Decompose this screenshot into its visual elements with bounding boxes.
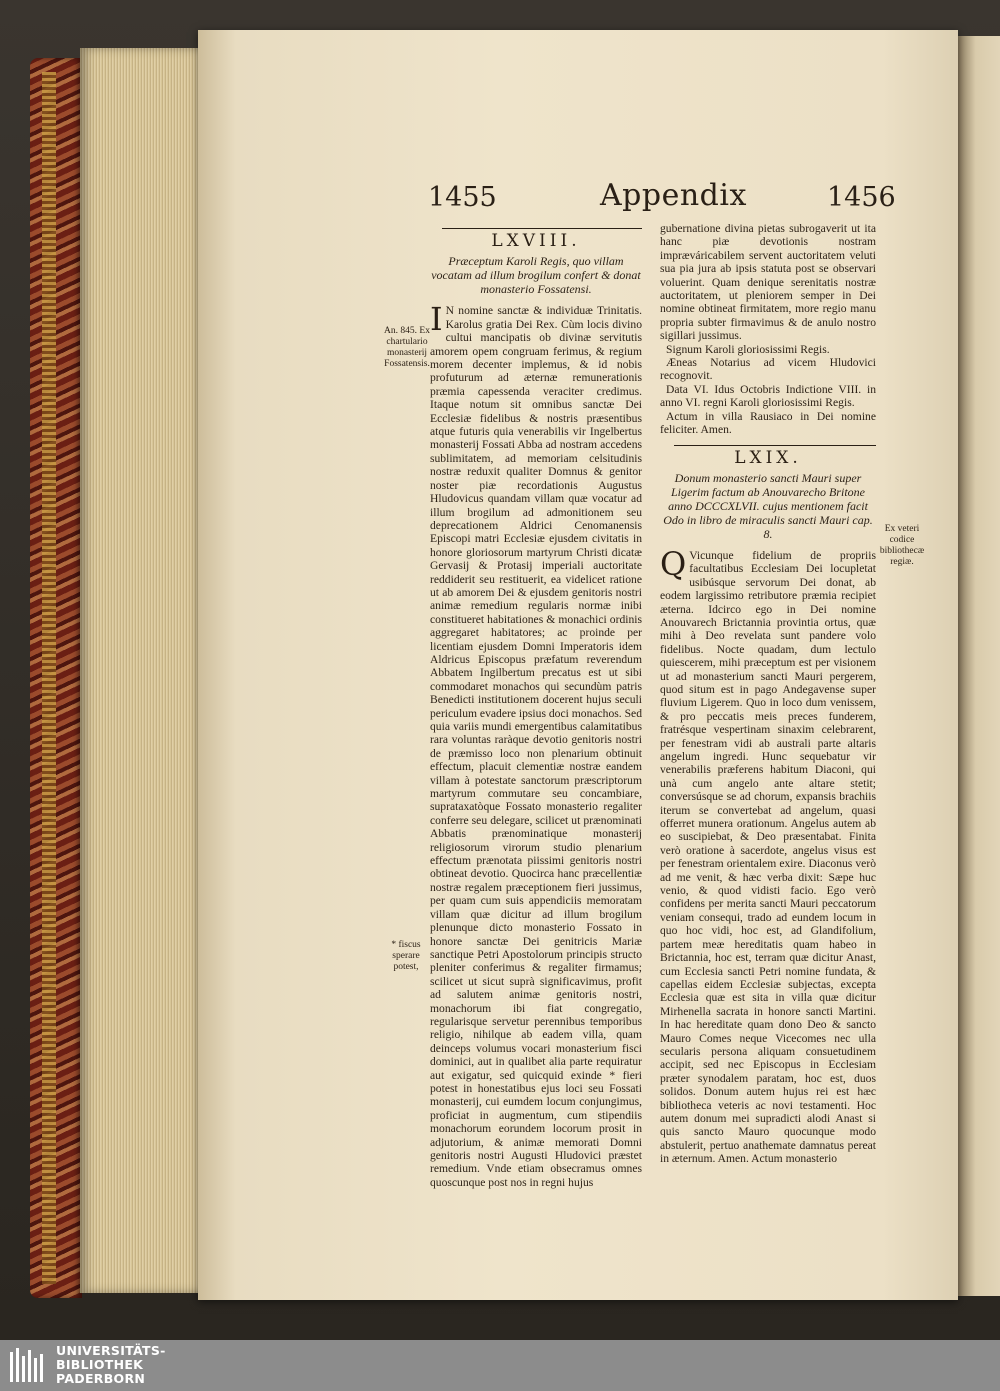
chapter-rule <box>674 445 876 446</box>
drop-cap: Q <box>660 544 687 583</box>
library-name-line3: PADERBORN <box>56 1371 146 1386</box>
chapter-heading: Donum monasterio sancti Mauri super Ligerim factum ab Anouvarecho Britone anno DCCCXLVII. cujus mentionem facit Odo in libro de miraculis sancti Mauri cap. 8. <box>663 470 873 541</box>
actum-line: Actum in villa Rausiaco in Dei nomine feliciter. Amen. <box>660 409 876 437</box>
drop-cap: I <box>430 300 443 339</box>
data-line: Data VI. Idus Octobris Indictione VIII. in anno VI. regni Karoli gloriosissimi Regis. <box>660 382 876 410</box>
chapter-rule <box>442 228 642 229</box>
chapter-body <box>430 300 642 1189</box>
left-column <box>430 228 642 1189</box>
library-name-line2: BIBLIOTHEK <box>56 1357 144 1372</box>
margin-note-date: An. 845. Ex chartulario monasterij Fossatensis. <box>384 326 430 369</box>
margin-note-footnote: * fiscus sperare potest, <box>391 940 421 972</box>
library-logo-icon <box>8 1346 50 1386</box>
continuation-text: gubernatione divina pietas subrogaverit ut ita hanc piæ devotionis nostram impræváricabilem servent auctoritatem veluti sua pia jura ab ipsis statuta post se observari voluerint. Quam denique serenitatis nostræ auctoritatem, ut pleniorem semper in Dei nomine obtineat firmitatem, more regio manu propria subter firmavimus & de anulo nostro sigillari jussimus. <box>660 222 876 343</box>
right-column <box>660 222 876 1166</box>
chapter-body-text: N nomine sanctæ & individuæ Trinitatis. Karolus gratia Dei Rex. Cùm locis divino cultui mancipatis ob divinæ servitutis amorem opem congruam ferimus, & regium morem decenter implemus, & id nobis profuturum ad æternæ remunerationis præmia capessenda veraciter credimus. Itaque notum sit omnibus sanctæ Dei Ecclesiæ fidelibus & nostris præsentibus atque futuris quia venerabilis vir Ingelbertus monasterij Fossati Abba ad nostram accedens sublimitatem, ad memoriam celsitudinis nostræ reduxit qualiter Domnus & genitor noster piæ recordationis Augustus Hludovicus quandam villam quæ vocatur ad illum brogilum ad admonitionem seu deprecationem Aldrici Cenomanensis Episcopi matri Ecclesiæ ejusdem civitatis in honore gloriosorum martyrum Christi dicatæ Gervasij & Protasij imperiali auctoritate reddiderit seu restituerit, ea videlicet ratione ut ab amorem Dei & ejusdem genitoris nostri animæ remedium regularis normæ inibi constitueret habitationes & monachici ordinis aggregaret habitatores; ac proinde per licentiam ejusdem Domni Imperatoris idem Aldricus Episcopus præfatum reverendum Abbatem Ingilbertum precatus est ut sibi commodaret monachos qui secundùm patris Benedicti institutionem docerent hujus seculi periculum evadere ipsius doci monachos. Sed quia variis mundi emergentibus calamitatibus rara voluntas raràque devotio genitoris nostri de præmisso loco non plenarium obtinuit effectum, placuit clementiæ nostræ eandem villam à potestate sanctorum præscriptorum martyrum commutare seu concambiare, suprataxatòque Fossato monasterio regaliter conferre seu delegare, scilicet ut prænominati Abbatis prænominatique monasterij religiosorum virorum studio plenarium effectum prænotata piissimi genitoris nostri obtineat devotio. Quocirca hanc præcellentiæ nostræ regalem præceptionem fieri jussimus, per quam cum suis appendiciis memoratam villam quæ dicitur ad illum brogilum plenunque dicto monasterio Fossato in honore sanctæ Dei genitricis Mariæ sanctique Petri Apostolorum principis structo pleniter conferimus & regaliter firmamus; scilicet ut sicut suprà significavimus, profit ad salutem animæ genitoris nostri, monachorum ibi fiat congregatio, regularisque servetur perennibus temporibus religio, nihilque ab eadem villa, quam deinceps volumus vocari monasterium fisci dominici, aut in qualibet alia parte requiratur aut exigatur, sed quicquid exinde * fieri potest in honestatibus ejus loci seu Fossati monasterij, cui eumdem locum conjungimus, proficiat in augmentum, cum stipendiis monachorum eorundem locorum prosit in adjutorium, & animæ memorati Domni genitoris nostri Augusti Hludovici præstet remedium. Vnde etiam obsecramus omnes quoscunque post nos in regni hujus <box>430 304 642 1189</box>
library-footer <box>0 1340 1000 1391</box>
book-cover-marbled <box>30 58 82 1298</box>
notary-line: Æneas Notarius ad vicem Hludovici recognovit. <box>660 356 876 383</box>
library-name-line1: UNIVERSITÄTS- <box>56 1343 166 1358</box>
running-title: Appendix <box>600 178 747 213</box>
library-name <box>56 1344 166 1386</box>
left-page-number: 1455 <box>428 182 497 213</box>
chapter-heading: Præceptum Karoli Regis, quo villam vocatam ad illum brogilum confert & donat monasterio Fossatensi. <box>431 254 641 297</box>
chapter-number: LXIX. <box>734 447 802 468</box>
page-edges <box>80 48 200 1293</box>
chapter-body-text: Vicunque fidelium de propriis facultatibus Ecclesiam Dei locupletat usibúsque servorum Dei donat, ab eodem largissimo retributore præmia recipiet æterna. Idcirco ego in Dei nomine Anouvarech Brictannia provintia ortus, quæ mihi à Deo revelata sunt pandere volo fidelibus. Nocte quadam, dum lectulo quiescerem, mihi præceptum est per visionem ut ad monasterium sancti Mauri pergerem, quod situm est in pago Andegavense super fluvium Ligerem. Quo in loco dum venissem, & pro peccatis meis preces funderem, fratrésque vespertinam sinaxim celebrarent, per fenestram vidi ab australi parte altaris angelum ingredi. Hunc sequebatur vir venerabilis præferens habitum Diaconi, qui unà cum angelo ante altare stetit; conversúsque se ad chorum, expansis brachiis iterum se convertebat ad angelum, quasi offerret munera orationum. Angelus autem ab eo suscipiebat, & Deo præsentabat. Finita verò oratione à sacerdote, angelus visus est per fenestram orientalem exire. Diaconus verò ad me venit, & hæc verba dixit: Sæpe huc venio, & quod vidisti facio. Ego verò confidens per merita sancti Mauri peccatorum veniam consequi, trado ad eundem locum in quo hoc vidi, hoc est, ad Glandifolium, partem meæ hereditatis quam habeo in Brictannia, hoc est, terram quæ dicitur Anast, cum Ecclesia sancti Petri nomine fundata, & capellas eidem Ecclesiæ subjectas, excepta Ecclesia quæ est sita in villa quæ dicitur Mirhenella sacrata in honore sancti Martini. In hac hereditate quam dono Deo & sancto Mauro Comes neque Vicecomes nec ulla secularis persona aliquam consuetudinem accipit, sed nec Episcopus in Ecclesiam præter synodalem paratam, hoc est, duos solidos. Donum autem hujus rei est hæc bibliotheca veteris ac novi testamenti. Hoc autem donum mei supradicti alodi Anast si quis sancto Mauro quocunque modo abstulerit, pertuo anathemate damnatus pereat in æternum. Amen. Actum monasterio <box>660 548 876 1166</box>
chapter-body <box>660 544 876 1166</box>
margin-note-source: Ex veteri codice bibliothecæ regiæ. <box>879 524 925 567</box>
right-page-number: 1456 <box>827 182 896 213</box>
facing-page-edge <box>958 36 1000 1296</box>
signum-line: Signum Karoli gloriosissimi Regis. <box>666 342 830 356</box>
chapter-number: LXVIII. <box>491 231 581 251</box>
gilt-spine-edge <box>42 72 56 1284</box>
